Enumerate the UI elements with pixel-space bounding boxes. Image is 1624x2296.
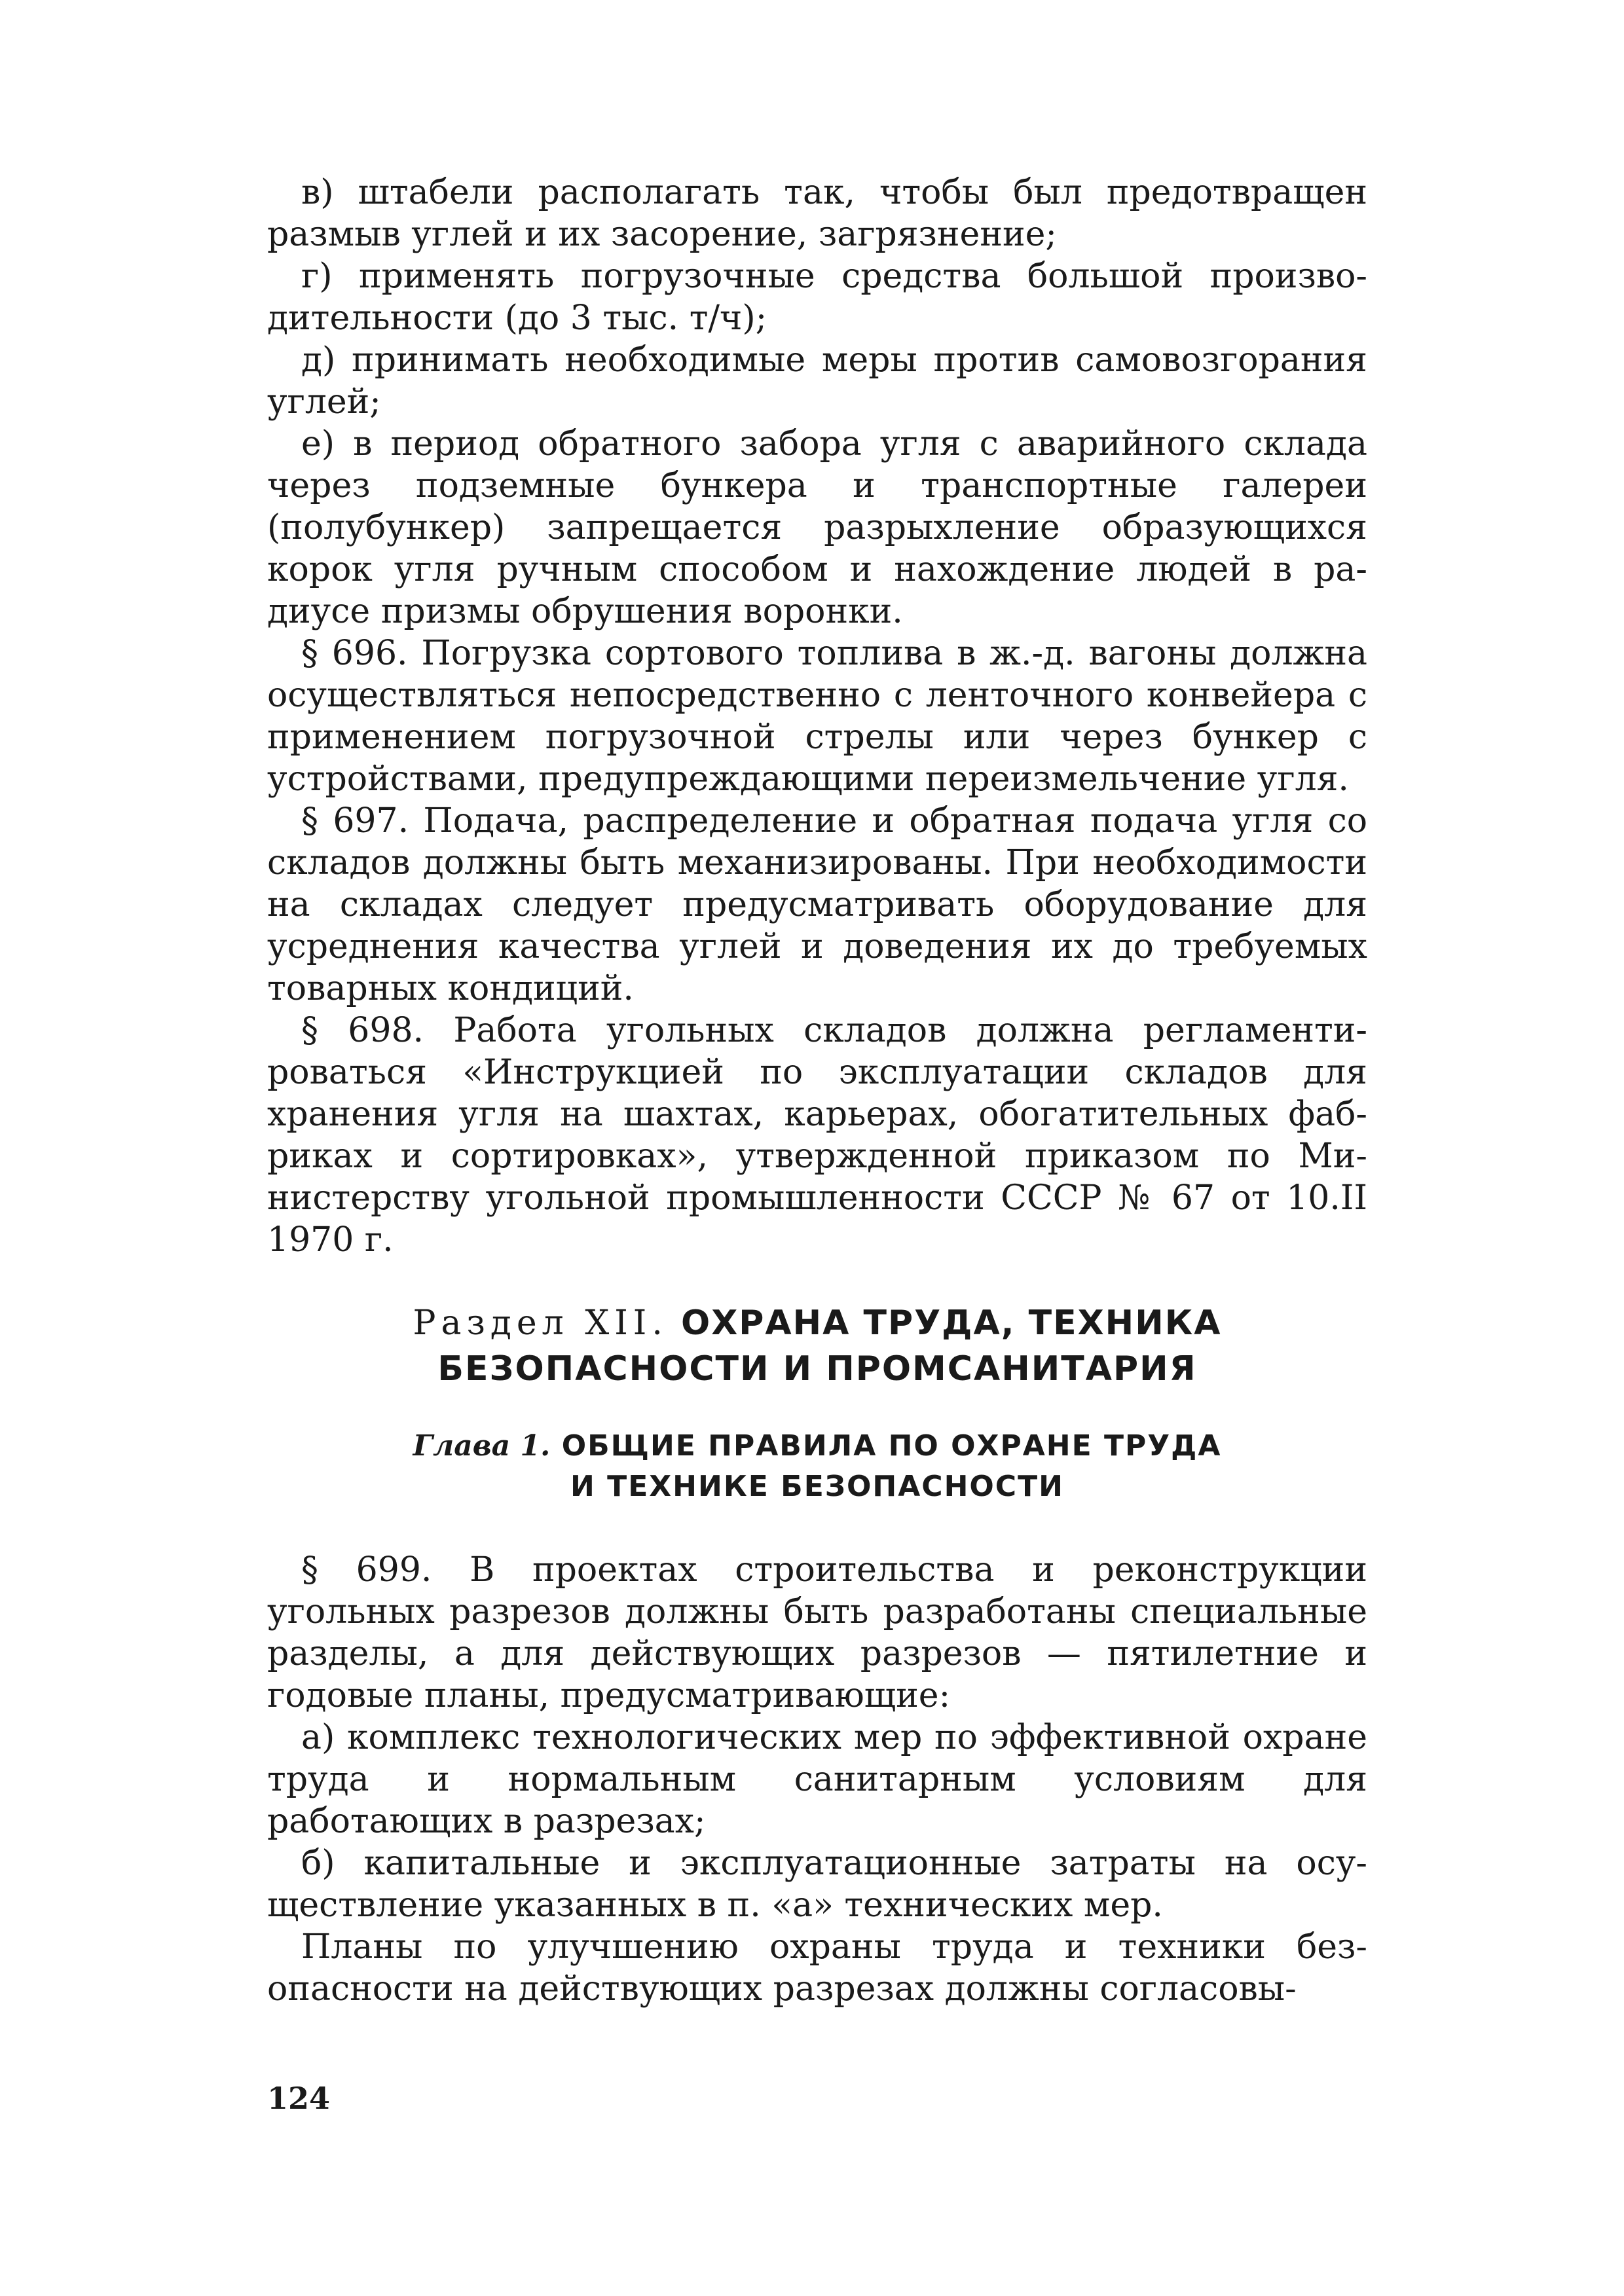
paragraph-696: § 696. Погрузка сортового топлива в ж.-д. вагоны должна осуществляться непосредственно с ленточного конвейера с применением погрузочной стрелы или через бункер с устройствами, предупреждающими переизмельчение угля. xyxy=(267,634,1367,799)
section-title-part-1: ОХРАНА ТРУДА, ТЕХНИКА xyxy=(680,1303,1222,1343)
page-number: 124 xyxy=(267,2081,331,2116)
paragraph-699: § 699. В проектах строительства и реконструкции угольных разрезов должны быть разработаны специальные разделы, а для действующих разрезов — пятилетние и годовые планы, предусматривающие: xyxy=(267,1550,1367,1715)
chapter-title-part-1: ОБЩИЕ ПРАВИЛА ПО ОХРАНЕ ТРУДА xyxy=(561,1429,1222,1463)
paragraph-a: а) комплекс технологических мер по эффективной охране труда и нормальным санитарным условиям для работающих в разрезах; xyxy=(267,1718,1367,1841)
paragraph-g: г) применять погрузочные средства большой производительности (до 3 тыс. т/ч); xyxy=(267,257,1367,338)
section-label: Раздел XII. xyxy=(413,1303,668,1343)
paragraph-v: в) штабели располагать так, чтобы был предотвращен размыв углей и их засорение, загрязнение; xyxy=(267,173,1367,254)
paragraph-698: § 698. Работа угольных складов должна регламентироваться «Инструкцией по эксплуатации складов для хранения угля на шахтах, карьерах, обогатительных фабриках и сортировках», утвержденной приказом по Министерству угольной промышленности СССР № 67 от 10.II 1970 г. xyxy=(267,1011,1367,1260)
paragraph-e: е) в период обратного забора угля с аварийного склада через подземные бункера и транспортные галереи (полубункер) запрещается разрыхление образующихся корок угля ручным способом и нахождение людей в радиусе призмы обрушения воронки. xyxy=(267,424,1367,631)
chapter-label: Глава 1. xyxy=(413,1429,551,1463)
chapter-heading-line-1 xyxy=(267,1426,1367,1467)
section-heading-line-1 xyxy=(267,1300,1367,1346)
body-text xyxy=(267,172,1367,2010)
paragraph-b: б) капитальные и эксплуатационные затраты на осуществление указанных в п. «а» технических мер. xyxy=(267,1844,1367,1925)
chapter-heading xyxy=(267,1426,1367,1507)
paragraph-d: д) принимать необходимые меры против самовозгорания углей; xyxy=(267,340,1367,422)
section-title-part-2: БЕЗОПАСНОСТИ И ПРОМСАНИТАРИЯ xyxy=(437,1349,1197,1389)
chapter-title-part-2: И ТЕХНИКЕ БЕЗОПАСНОСТИ xyxy=(570,1470,1064,1503)
paragraph-697: § 697. Подача, распределение и обратная подача угля со складов должны быть механизированы. При необходимости на складах следует предусматривать оборудование для усреднения качества углей и доведения их до требуемых товарных кондиций. xyxy=(267,801,1367,1008)
section-heading xyxy=(267,1300,1367,1392)
paragraph-plans: Планы по улучшению охраны труда и техники безопасности на действующих разрезах должны согласовы- xyxy=(267,1927,1367,2009)
